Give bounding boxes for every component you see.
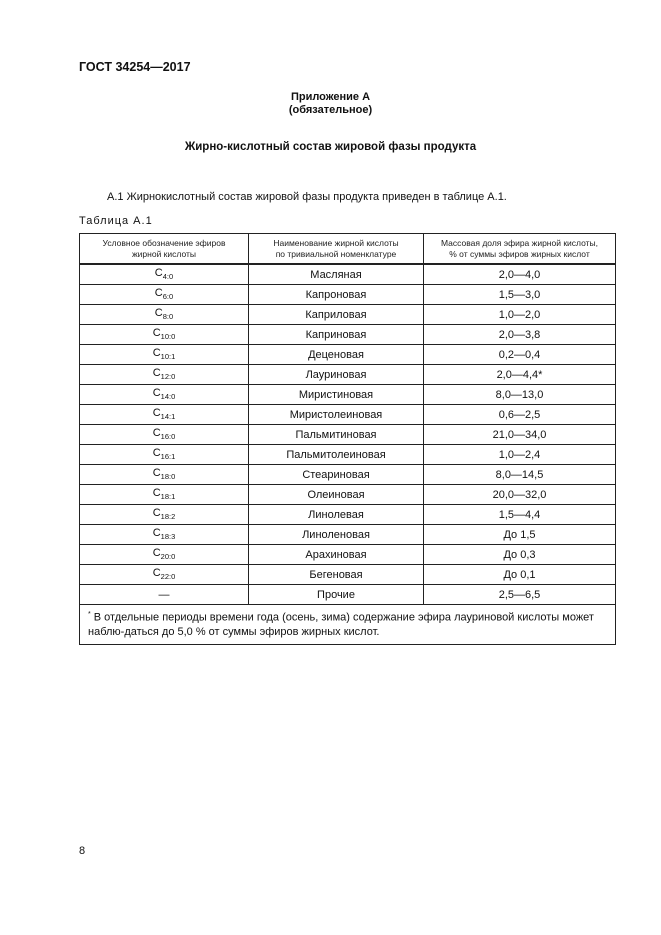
acid-name: Масляная <box>249 264 424 285</box>
acid-symbol <box>80 585 249 605</box>
table-row <box>80 264 616 285</box>
acid-symbol-subscript: 10:0 <box>160 332 176 342</box>
header-symbol-line2: жирной кислоты <box>131 248 196 259</box>
acid-name: Линоленовая <box>249 525 424 545</box>
acid-name: Пальмитолеиновая <box>249 445 424 465</box>
appendix-status: (обязательное) <box>288 104 373 116</box>
acid-symbol <box>80 485 249 505</box>
mass-fraction-value: 1,0—2,0 <box>424 305 616 325</box>
footnote-marker: * <box>88 611 91 618</box>
table-body <box>80 264 616 605</box>
acid-symbol <box>80 465 249 485</box>
acid-name: Миристиновая <box>249 385 424 405</box>
acid-symbol-letter: C <box>152 327 161 340</box>
acid-name: Стеариновая <box>249 465 424 485</box>
acid-symbol-subscript: 8:0 <box>162 312 174 322</box>
mass-fraction-value: 2,0—4,0 <box>424 264 616 285</box>
acid-symbol-letter: C <box>152 367 161 380</box>
table-row <box>80 565 616 585</box>
acid-symbol-subscript: 16:0 <box>160 432 176 442</box>
acid-symbol-letter: C <box>152 347 161 360</box>
acid-symbol <box>80 325 249 345</box>
acid-symbol-letter: C <box>152 407 161 420</box>
table-row <box>80 445 616 465</box>
table-row <box>80 585 616 605</box>
header-symbol-line1: Условное обозначение эфиров <box>102 238 226 248</box>
fatty-acid-table <box>79 233 616 645</box>
acid-symbol <box>80 565 249 585</box>
header-mass-line2: % от суммы эфиров жирных кислот <box>449 248 590 259</box>
header-symbol <box>80 234 249 265</box>
table-row <box>80 305 616 325</box>
mass-fraction-value: До 0,3 <box>424 545 616 565</box>
acid-name: Каприловая <box>249 305 424 325</box>
table-row <box>80 545 616 565</box>
acid-name: Миристолеиновая <box>249 405 424 425</box>
mass-fraction-value: 0,2—0,4 <box>424 345 616 365</box>
acid-symbol <box>80 425 249 445</box>
mass-fraction-value: 2,0—3,8 <box>424 325 616 345</box>
acid-symbol-subscript: 18:1 <box>160 492 176 502</box>
acid-name: Деценовая <box>249 345 424 365</box>
acid-symbol <box>80 305 249 325</box>
mass-fraction-value: До 0,1 <box>424 565 616 585</box>
table-row <box>80 345 616 365</box>
acid-symbol-letter: C <box>154 287 163 300</box>
mass-fraction-value: 8,0—13,0 <box>424 385 616 405</box>
intro-paragraph: А.1 Жирнокислотный состав жировой фазы продукта приведен в таблице А.1. <box>107 191 507 203</box>
acid-symbol-subscript: 18:2 <box>160 512 176 522</box>
acid-name: Пальмитиновая <box>249 425 424 445</box>
acid-symbol <box>80 345 249 365</box>
acid-symbol-subscript: 22:0 <box>160 572 176 582</box>
table-row <box>80 505 616 525</box>
table-header-row <box>80 234 616 265</box>
acid-symbol-letter: C <box>152 467 161 480</box>
acid-symbol-subscript: 6:0 <box>162 292 174 302</box>
table-footnote <box>80 605 616 645</box>
acid-symbol-subscript: 18:0 <box>160 472 176 482</box>
page-number: 8 <box>79 845 86 857</box>
table-row <box>80 525 616 545</box>
acid-symbol <box>80 385 249 405</box>
mass-fraction-value: 0,6—2,5 <box>424 405 616 425</box>
table-row <box>80 365 616 385</box>
document-title: Жирно-кислотный состав жировой фазы продукта <box>184 141 477 153</box>
mass-fraction-value: 2,0—4,4* <box>424 365 616 385</box>
acid-symbol-letter: C <box>152 527 161 540</box>
acid-name: Арахиновая <box>249 545 424 565</box>
table-row <box>80 325 616 345</box>
mass-fraction-value: 2,5—6,5 <box>424 585 616 605</box>
acid-symbol <box>80 505 249 525</box>
acid-symbol <box>80 285 249 305</box>
acid-name: Прочие <box>249 585 424 605</box>
acid-name: Лауриновая <box>249 365 424 385</box>
header-name-line2: по тривиальной номенклатуре <box>275 248 397 259</box>
header-name <box>249 234 424 265</box>
acid-symbol-subscript: 20:0 <box>160 552 176 562</box>
table-row <box>80 465 616 485</box>
acid-symbol-letter: C <box>152 547 161 560</box>
acid-symbol <box>80 264 249 285</box>
header-name-line1: Наименование жирной кислоты <box>273 238 399 248</box>
acid-symbol-subscript: 14:0 <box>160 392 176 402</box>
acid-symbol <box>80 445 249 465</box>
acid-symbol-letter: C <box>152 487 161 500</box>
acid-symbol-letter: C <box>152 567 161 580</box>
acid-symbol-subscript: 10:1 <box>160 352 176 362</box>
mass-fraction-value: 1,5—4,4 <box>424 505 616 525</box>
acid-symbol-subscript: 4:0 <box>162 272 174 282</box>
table-row <box>80 405 616 425</box>
mass-fraction-value: 8,0—14,5 <box>424 465 616 485</box>
table-row <box>80 285 616 305</box>
table-row <box>80 385 616 405</box>
table-row <box>80 425 616 445</box>
footnote-row <box>80 605 616 645</box>
acid-symbol <box>80 405 249 425</box>
footnote-text: В отдельные периоды времени года (осень, зима) содержание эфира лауриновой кислоты может наблю-даться до 5,0 % от суммы эфиров жирных кислот. <box>88 611 594 638</box>
acid-symbol-letter: C <box>154 267 163 280</box>
acid-symbol-letter: C <box>152 427 161 440</box>
appendix-heading <box>0 91 661 117</box>
acid-name: Бегеновая <box>249 565 424 585</box>
acid-name: Олеиновая <box>249 485 424 505</box>
mass-fraction-value: До 1,5 <box>424 525 616 545</box>
acid-symbol-letter: C <box>152 447 161 460</box>
acid-symbol <box>80 365 249 385</box>
acid-symbol-subscript: 14:1 <box>160 412 176 422</box>
mass-fraction-value: 20,0—32,0 <box>424 485 616 505</box>
acid-symbol-letter: C <box>154 307 163 320</box>
acid-symbol-subscript: 18:3 <box>160 532 176 542</box>
mass-fraction-value: 1,5—3,0 <box>424 285 616 305</box>
acid-symbol-letter: C <box>152 507 161 520</box>
table-row <box>80 485 616 505</box>
acid-name: Каприновая <box>249 325 424 345</box>
acid-symbol-letter: C <box>152 387 161 400</box>
table-caption: Таблица А.1 <box>79 215 153 227</box>
acid-symbol-letter: — <box>158 588 170 601</box>
acid-name: Капроновая <box>249 285 424 305</box>
header-mass-line1: Массовая доля эфира жирной кислоты, <box>440 238 599 248</box>
acid-symbol <box>80 525 249 545</box>
acid-symbol <box>80 545 249 565</box>
mass-fraction-value: 21,0—34,0 <box>424 425 616 445</box>
standard-code: ГОСТ 34254—2017 <box>79 60 191 74</box>
appendix-title: Приложение А <box>290 91 371 103</box>
acid-symbol-subscript: 16:1 <box>160 452 176 462</box>
acid-name: Линолевая <box>249 505 424 525</box>
header-mass-fraction <box>424 234 616 265</box>
mass-fraction-value: 1,0—2,4 <box>424 445 616 465</box>
acid-symbol-subscript: 12:0 <box>160 372 176 382</box>
